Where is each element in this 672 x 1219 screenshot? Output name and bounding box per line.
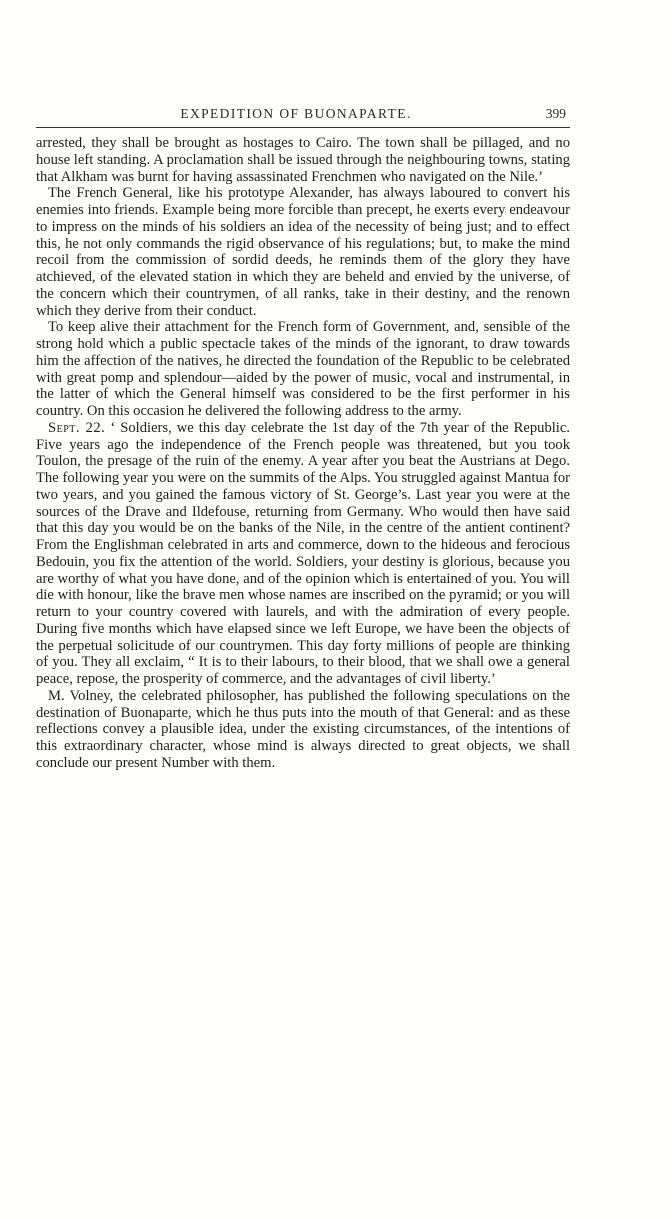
page-header xyxy=(36,106,570,128)
paragraph-volney: M. Volney, the celebrated philosopher, has published the following speculations on the destination of Buonaparte, which he thus puts into the mouth of that General: and as these reflections convey a plausible idea, under the existing circumstances, of the intentions of this extraordinary character, whose mind is always directed to great objects, we shall conclude our present Number with them. xyxy=(36,687,570,771)
address-text: ‘ Soldiers, we this day celebrate the 1st day of the 7th year of the Republic. Five years ago the independence of the French people was threatened, but you took Toulon, the presage of the ruin of the enemy. A year after you beat the Austrians at Dego. The following year you were on the summits of the Alps. You struggled against Mantua for two years, and you gained the famous victory of St. George’s. Last year you were at the sources of the Drave and Ildefouse, returning from Germany. Who would then have said that this day you would be on the banks of the Nile, in the centre of the antient continent? From the Englishman celebrated in arts and commerce, down to the hideous and ferocious Bedouin, you fix the attention of the world. Soldiers, your destiny is glorious, because you are worthy of what you have done, and of the opinion which is entertained of you. You will die with honour, like the brave men whose names are inscribed on the pyramid; or you will return to your country covered with laurels, and with the admiration of every people. During five months which have elapsed since we left Europe, we have been the objects of the perpetual solicitude of our countrymen. This day forty millions of people are thinking of you. They all exclaim, “ It is to their labours, to their blood, that we shall owe a general peace, repose, the prosperity of commerce, and the advantages of civil liberty.’ xyxy=(36,419,570,687)
header-rule xyxy=(36,127,570,128)
paragraph-republic-foundation: To keep alive their attachment for the French form of Government, and, sensible of the strong hold which a public spectacle takes of the minds of the ignorant, to draw towards him the affection of the natives, he directed the foundation of the Republic to be celebrated with great pomp and splendour—aided by the power of music, vocal and instrumental, in the latter of which the General himself was considered to be the first performer in his country. On this occasion he delivered the following address to the army. xyxy=(36,319,570,419)
page-number: 399 xyxy=(545,106,566,121)
running-title: EXPEDITION OF BUONAPARTE. xyxy=(180,106,412,121)
date-lead: Sept. 22. xyxy=(48,419,106,436)
body-text xyxy=(36,135,570,772)
paragraph-alkham: arrested, they shall be brought as hostages to Cairo. The town shall be pillaged, and no house left standing. A proclamation shall be issued through the neighbouring towns, stating that Alkham was burnt for having assassinated Frenchmen who navigated on the Nile.’ xyxy=(36,135,570,185)
paragraph-french-general: The French General, like his prototype Alexander, has always laboured to convert his enemies into friends. Example being more forcible than precept, he exerts every endeavour to impress on the minds of his soldiers an idea of the necessity of being just; and to effect this, he not only commands the rigid observance of his regulations; but, to make the mind recoil from the commission of sordid deeds, he reminds them of the glory they have atchieved, of the elevated station in which they are beheld and envied by the universe, of the concern which their countrymen, of all ranks, take in their destiny, and the renown which they derive from their conduct. xyxy=(36,185,570,319)
paragraph-address-to-army xyxy=(36,420,570,688)
